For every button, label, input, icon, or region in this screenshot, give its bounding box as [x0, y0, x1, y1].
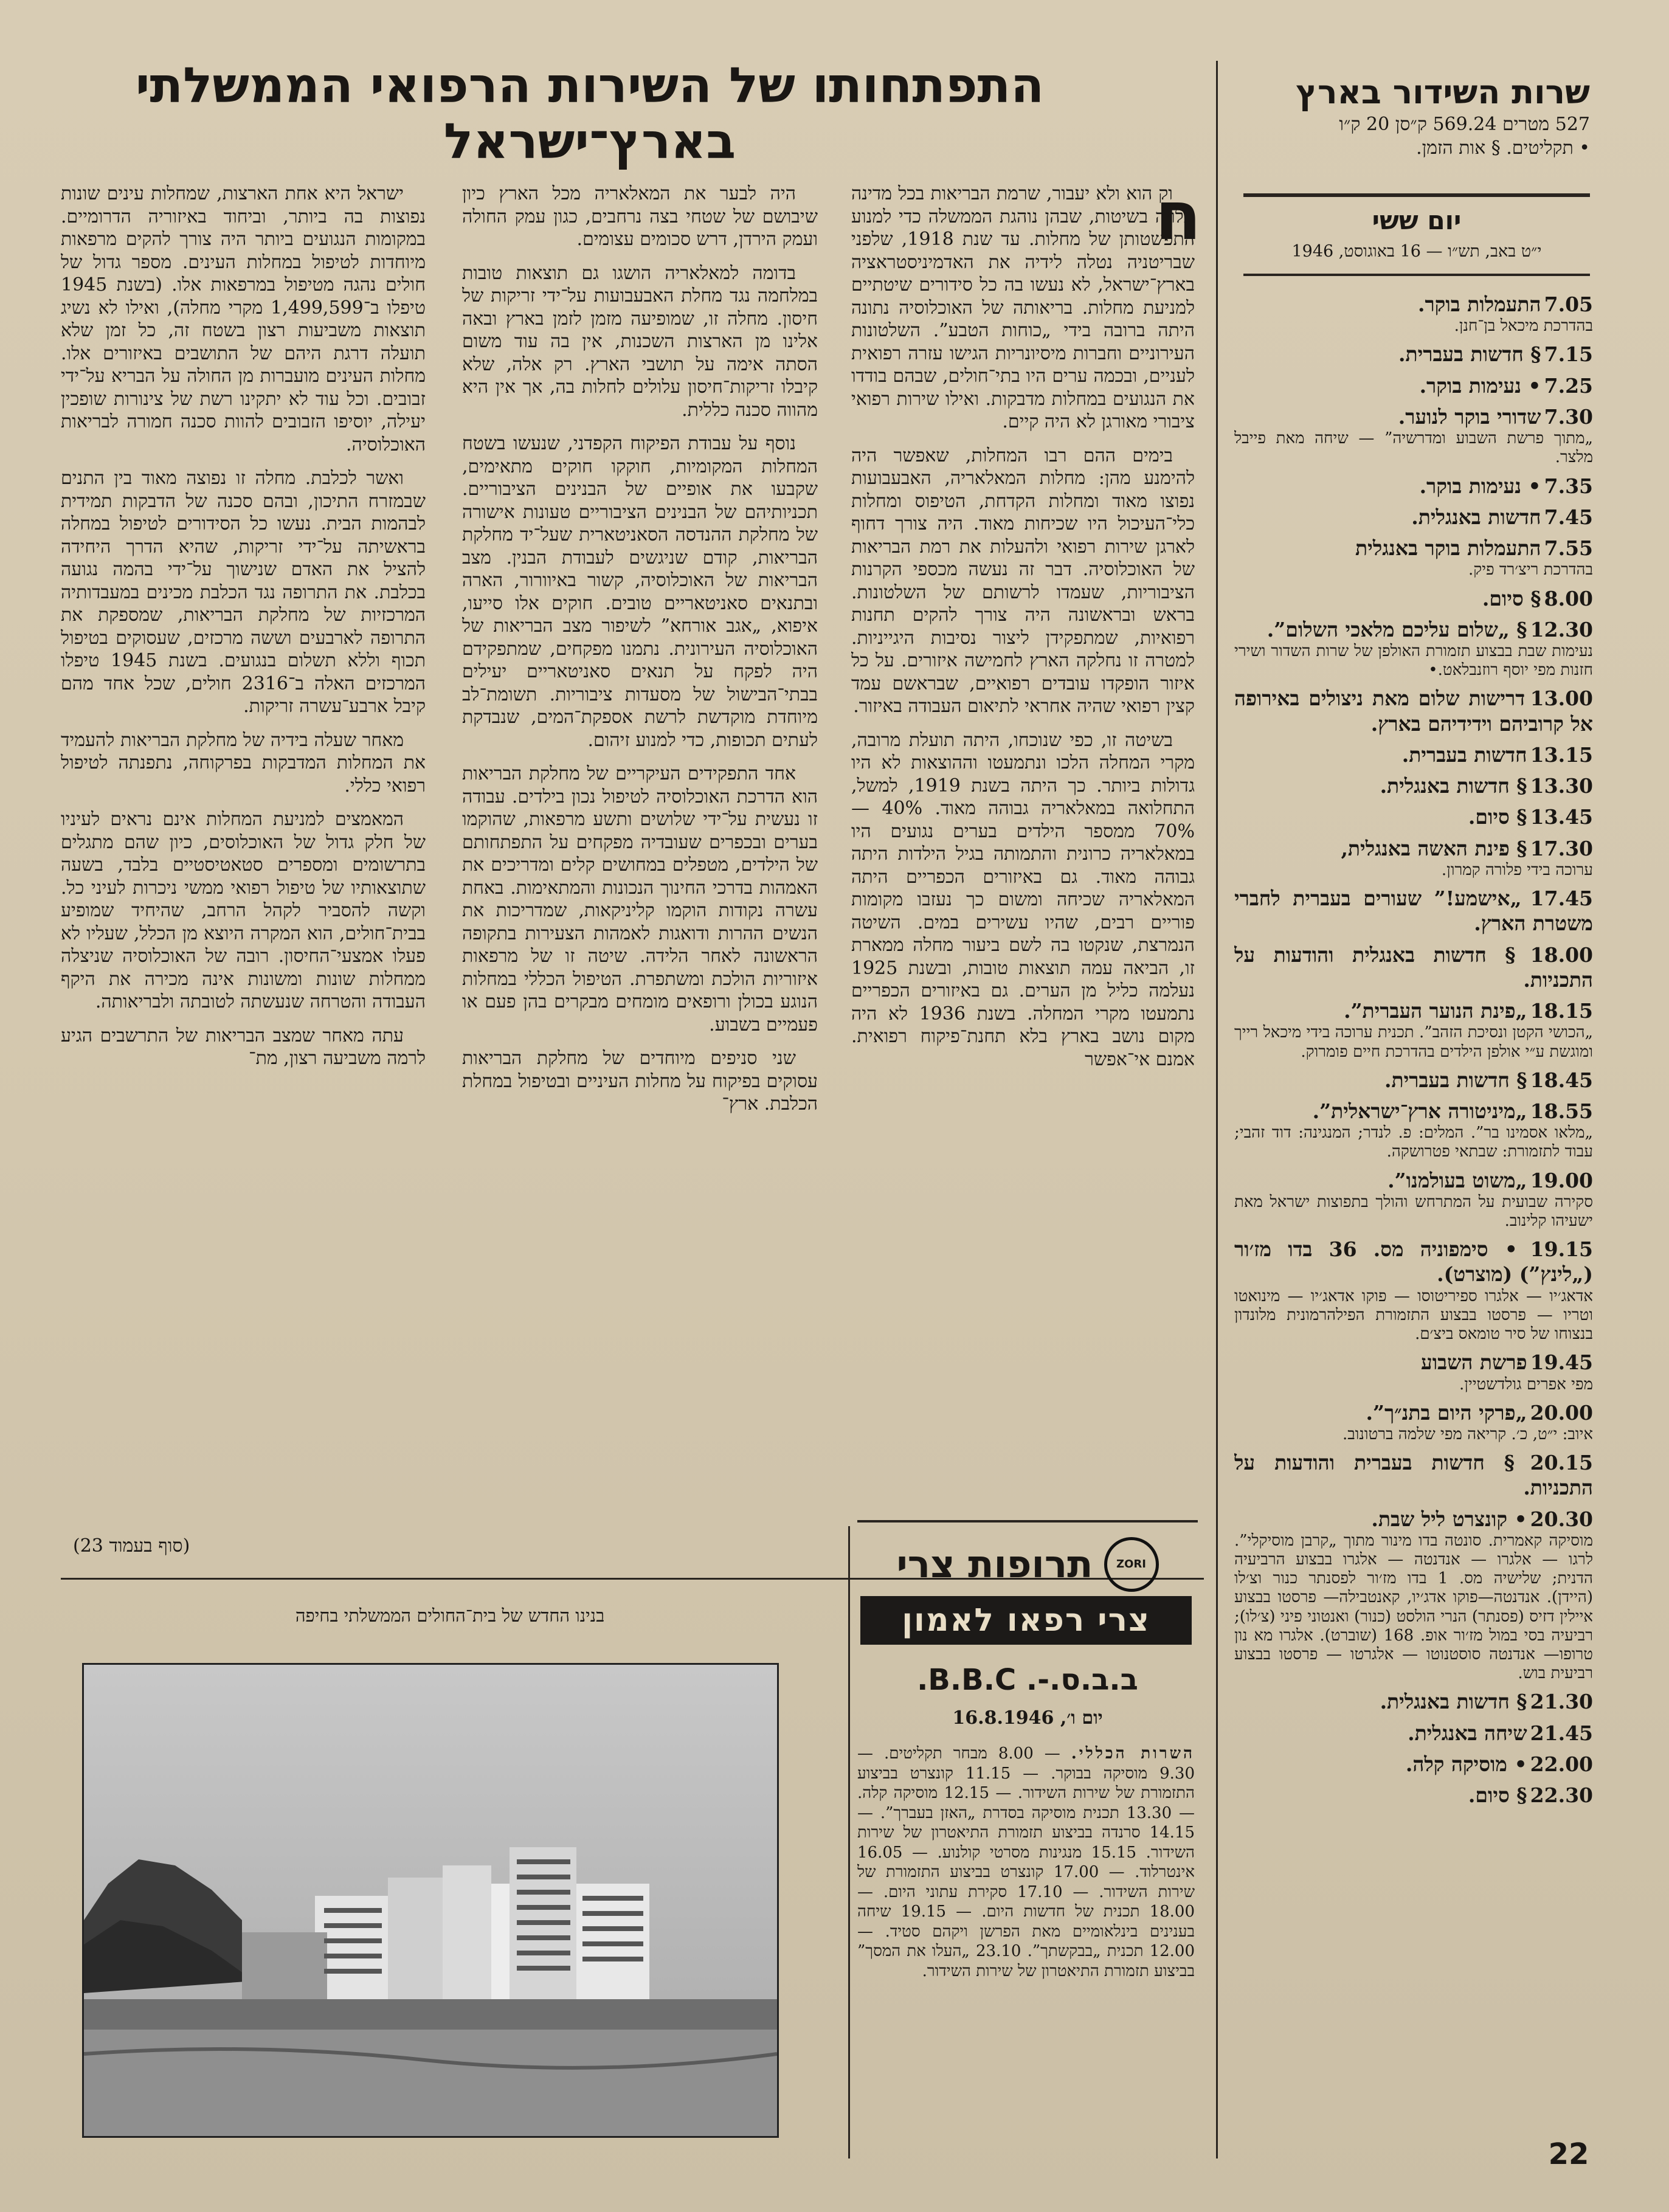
article-paragraph: ואשר לכלבת. מחלה זו נפוצה מאוד בין התנים שבמזרח התיכון, ובהם סכנה של הדבקות תמידית לבהמות הבית. נעשו כל הסידורים לטיפול במחלה בראשיתה על־ידי זריקות, שהיא הדרך היחידה להציל את האדם שנישוך על־ידי בהמה נגועה בכלבת. את התרופה נגד הכלבת מכינים במעבדותיה המרכזיות של מחלקת הבריאות, שמספקת את התרופה לארבעים וששה מרכזים, שעסוקים בטיפול תכוף וללא תשלום בנגועים. בשנת 1945 טיפלו המרכזים האלה ב־2316 חולים, שכל אחד מהם קיבל ארבע־עשרה זריקות.	[61, 468, 426, 717]
article-paragraph: בימים ההם רבו המחלות, שאפשר היה להימנע מהן: מחלות המאלאריה, האבעבועות נפוצו מאוד ומחלות הקדחת, הטיפוס ומחלות כלי־העיכול היו שכיחות מאוד. היה צורך דחוף לארגן שירות רפואי ולהעלות את רמת הבריאות של האוכלוסיה. דבר זה נעשה מכספי הקרנות הציבוריות, שעמדו לרשותם של השלטונות. בראש ובראשונה היה צורך להקים תחנות רפואיות, שמתפקידן ליצור נסיבות היגייניות. למטרה זו נחלקה הארץ לחמישה איזורים. על כל איזור הופקדו עובדים רפואיים, שבראשם עמד קצין רפואי שהיה אחראי לתיאום העבודה באיזור.	[851, 444, 1195, 717]
schedule-title: § סיום.	[1482, 586, 1541, 610]
schedule-entry	[1234, 1507, 1593, 1684]
schedule-time: 18.55	[1530, 1099, 1593, 1123]
schedule-description: בהדרכת מיכאל בן־חנן.	[1454, 317, 1593, 336]
schedule-entry	[1234, 686, 1593, 736]
article-paragraph: אחד התפקידים העיקריים של מחלקת הבריאות הוא הדרכת האוכלוסיה לטיפול נכון בילדים. עבודה זו נעשית על־ידי שלושים ותשע מרפאות, שהוקמו בערים ובכפרים שעובדיה מפקחים על התפתחותם של הילדים, מטפלים במחושים קלים ומדריכים את האמהות בדרכי החינוך הנכונות והמתאימות. באחת עשרה נקודות הוקמו קליניקאות, שמדריכות את הנשים ההרות ודואגות לאמהות הצעירות בתקופה הראשונה לאחר הלידה. שיטה זו של מרפאות איזוריות הולכת ומשתפרת. הטיפול הכללי במחלות הנוגע בכולן ורופאים מומחים מבקרים בהן פעם או פעמיים בשבוע.	[462, 763, 818, 1035]
schedule-time: 19.15	[1530, 1237, 1593, 1262]
schedule-title: שיחה באנגלית.	[1408, 1721, 1527, 1745]
schedule-title: • נעימות בוקר.	[1419, 474, 1541, 498]
schedule-title: § חדשות בעברית.	[1398, 342, 1541, 367]
schedule-entry	[1234, 836, 1593, 880]
schedule-entry	[1234, 1450, 1593, 1501]
schedule-entry	[1234, 1068, 1593, 1093]
schedule-description: אדאג׳יו — אלגרו ספיריטוסו — פוקו אדאג׳יו — מינואטו וטריו — פרסטו בבצוע התזמורת הפילהרמונית מלונדון בנצוחו של סיר טומאס ביצ׳ם.	[1234, 1287, 1593, 1344]
headline-line-2: בארץ־ישראל	[443, 113, 736, 170]
hospital-photo	[82, 1663, 779, 2138]
column-divider-bbc	[848, 1526, 850, 2158]
schedule-title: • נעימות בוקר.	[1419, 373, 1541, 398]
schedule-time: 7.25	[1544, 373, 1593, 398]
schedule-entry	[1234, 1400, 1593, 1444]
schedule-time: 19.45	[1530, 1350, 1593, 1375]
schedule-entry	[1234, 942, 1593, 993]
schedule-title: „משוט בעולמנו”.	[1387, 1168, 1527, 1192]
schedule-title: התעמלות בוקר באנגלית	[1355, 536, 1541, 561]
schedule-title: § חדשות בעברית.	[1384, 1068, 1527, 1092]
schedule-time: 13.00	[1530, 686, 1593, 711]
schedule-entry	[1234, 474, 1593, 499]
schedule-description: איוב: י״ט, כ׳. קריאה מפי שלמה ברטונוב.	[1342, 1425, 1593, 1443]
article-column-1	[851, 182, 1195, 1520]
bbc-title: ב.ב.ס.-. B.B.C.	[917, 1663, 1138, 1697]
page-number: 22	[1548, 2137, 1589, 2171]
radio-schedule	[1234, 292, 1593, 2092]
schedule-time: 7.05	[1544, 292, 1593, 316]
radio-day: יום ששי	[1372, 206, 1462, 235]
schedule-title: חדשות בעברית.	[1401, 742, 1527, 767]
article-paragraph: היה לבער את המאלאריה מכל הארץ כיון שיבושם של שטחי בצה נרחבים, כגון עמק החולה ועמק הירדן, דרש סכומים עצומים.	[462, 183, 818, 250]
article-column-3	[61, 182, 426, 1550]
article-paragraph: בדומה למאלאריה הושגו גם תוצאות טובות במלחמה נגד מחלת האבעבועות על־ידי זריקות של חיסון. מחלה זו, שמופיעה מזמן לזמן בארץ ובאה אלינו מן הארצות השכנות, אין בה עוד משום הסתה אימה על תושבי הארץ. רק אלה, שלא קיבלו זריקות־חיסון עלולים לחלות בה, אך אין היא מהווה סכנה כללית.	[462, 262, 818, 421]
article-headline	[73, 58, 1107, 170]
schedule-entry	[1234, 742, 1593, 767]
schedule-entry	[1234, 1689, 1593, 1714]
schedule-description: ערוכה בידי פלורה קמרון.	[1441, 860, 1593, 879]
schedule-time: 20.30	[1530, 1507, 1593, 1531]
schedule-title: • סימפוניה מס. 36 בדו מז׳ור („לינץ”) (מוצרט).	[1234, 1237, 1593, 1287]
radio-header	[1243, 73, 1590, 160]
schedule-title: § סיום.	[1468, 1783, 1527, 1808]
zori-ad-brand-row	[857, 1535, 1198, 1593]
bbc-day-date: יום ו׳, 16.8.1946	[952, 1707, 1103, 1729]
article-paragraph: וק הוא ולא יעבור, שרמת הבריאות בכל מדינה תלויה בשיטות, שבהן נוהגת הממשלה כדי למנוע התפשטותן של מחלות. עד שנת 1918, שלפני שבריטניה נטלה לידיה את האדמיניסטראציה בארץ־ישראל, לא נעשו בה כל סידורים שיטתיים למניעת מחלות. בריאותה של האוכלוסיה נתונה היתה ברובה בידי „כוחות הטבע”. השלטונות העירוניים וחברות מיסיונריות הגישו עזרה רפואית לעניים, ובכמה ערים היו בתי־חולים, שבהם בודדו את הנגועים במחלות מדבקות. ואילו שירות רפואי ציבורי מאורגן לא היה קיים.	[851, 183, 1195, 432]
schedule-time: 8.00	[1544, 586, 1593, 610]
schedule-title: • קונצרט ליל שבת.	[1371, 1507, 1527, 1531]
schedule-time: 13.45	[1530, 805, 1593, 829]
schedule-time: 7.35	[1544, 474, 1593, 498]
schedule-time: 22.30	[1530, 1783, 1593, 1808]
schedule-title: § חדשות באנגלית והודעות על התכניות.	[1234, 942, 1593, 992]
schedule-title: § סיום.	[1468, 805, 1527, 829]
article-column-2	[462, 182, 818, 1550]
zori-ad-brand: תרופות צרי	[896, 1542, 1093, 1586]
schedule-title: § חדשות בעברית והודעות על התכניות.	[1234, 1451, 1593, 1500]
article-paragraph: עתה מאחר שמצב הבריאות של התרשבים הגיע לרמה משביעה רצון, מת־	[61, 1025, 426, 1069]
schedule-title: שדורי בוקר לנוער.	[1398, 404, 1541, 429]
zori-logo-icon: ZORI	[1104, 1537, 1159, 1592]
schedule-time: 17.30	[1530, 836, 1593, 860]
zori-ad-slogan: צרי רפאו לאמון	[902, 1602, 1150, 1639]
schedule-time: 7.45	[1544, 505, 1593, 529]
schedule-entry	[1234, 1721, 1593, 1746]
schedule-entry	[1234, 804, 1593, 829]
schedule-time: 12.30	[1530, 617, 1593, 641]
schedule-time: 20.00	[1530, 1400, 1593, 1425]
schedule-title: § חדשות באנגלית.	[1380, 774, 1527, 798]
schedule-description: „הכושי הקטן ונסיכת הזהב”. תכנית ערוכה בידי מיכאל רייך ומוגשת ע״י אולפן הילדים בהדרכת חיים פומרוק.	[1234, 1023, 1593, 1061]
schedule-time: 19.00	[1530, 1168, 1593, 1192]
bbc-service: השרות הכללי.	[1071, 1744, 1195, 1763]
schedule-entry	[1234, 1783, 1593, 1808]
schedule-entry	[1234, 617, 1593, 680]
schedule-title: „פרקי היום בתנ״ך”.	[1366, 1400, 1527, 1425]
radio-frequency: 527 מטרים 569.24 ק״סן 20 ק״ו	[1339, 113, 1590, 135]
schedule-title: § פינת האשה באנגלית,	[1341, 836, 1527, 860]
photo-caption: בנינו החדש של בית־החולים הממשלתי בחיפה	[295, 1605, 605, 1626]
schedule-entry	[1234, 1752, 1593, 1777]
schedule-title: „פינת הנוער העברית”.	[1344, 999, 1527, 1023]
schedule-title: התעמלות בוקר.	[1417, 292, 1541, 316]
schedule-entry	[1234, 1350, 1593, 1394]
schedule-title: דרישות שלום מאת ניצולים באירופה אל קרוביהם וידידיהם בארץ.	[1234, 686, 1593, 736]
schedule-entry	[1234, 1168, 1593, 1231]
radio-legend: • תקליטים. § אות הזמן.	[1416, 137, 1590, 159]
schedule-time: 7.30	[1544, 404, 1593, 429]
hospital-building-image	[84, 1665, 777, 2136]
schedule-title: § „שלום עליכם מלאכי השלום”.	[1266, 617, 1527, 641]
schedule-entry	[1234, 1237, 1593, 1344]
schedule-entry	[1234, 342, 1593, 367]
schedule-title: חדשות באנגלית.	[1411, 505, 1541, 529]
schedule-entry	[1234, 773, 1593, 798]
schedule-time: 21.30	[1530, 1690, 1593, 1714]
zori-ad	[857, 1535, 1198, 1651]
radio-date-rule	[1243, 274, 1590, 276]
radio-title: שרות השידור בארץ	[1296, 73, 1590, 111]
column-divider-radio	[1216, 61, 1218, 2158]
schedule-time: 18.15	[1530, 999, 1593, 1023]
schedule-time: 18.00	[1530, 942, 1593, 967]
schedule-entry	[1234, 505, 1593, 530]
radio-header-rule	[1243, 193, 1590, 197]
schedule-entry	[1234, 404, 1593, 468]
schedule-description: מפי אפרים גולדשטיין.	[1459, 1375, 1593, 1394]
schedule-entry	[1234, 292, 1593, 336]
radio-date: י״ט באב, תש״ו — 16 באוגוסט, 1946	[1291, 242, 1542, 261]
schedule-description: בהדרכת ריצ׳רד פיק.	[1468, 561, 1593, 579]
schedule-description: נעימות שבת בבצוע תזמורת האולפן של שרות השדור ושירי חזנות מפי יוסף רוזנבלאט.•	[1234, 642, 1593, 680]
schedule-description: „מתוך פרשת השבוע ומדרשיה” — שיחה מאת פייבל מלצר.	[1234, 429, 1593, 467]
schedule-entry	[1234, 586, 1593, 611]
article-paragraph: שני סניפים מיוחדים של מחלקת הבריאות עסוקים בפיקוח על מחלות העיניים ובטיפול במחלת הכלבת. ארץ־	[462, 1048, 818, 1115]
schedule-time: 13.30	[1530, 774, 1593, 798]
article-paragraph: מאחר שעלה בידיה של מחלקת הבריאות להעמיד את המחלות המדבקות בפרקוחה, נתפנתה לטיפול רפואי כללי.	[61, 729, 426, 797]
schedule-description: סקירה שבועית על המתרחש והולך בתפוצות ישראל מאת ישעיהו קלינוב.	[1234, 1192, 1593, 1230]
schedule-time: 21.45	[1530, 1721, 1593, 1745]
schedule-time: 17.45	[1530, 887, 1593, 911]
schedule-entry	[1234, 998, 1593, 1062]
schedule-description: „מלאו אסמינו בר”. המלים: פ. לנדר; המנגינה: דוד זהבי; עבוד לתזמורת: שבתאי פטרושקה.	[1234, 1124, 1593, 1161]
drop-cap: ח	[1155, 177, 1201, 255]
zori-ad-slogan-bar	[860, 1596, 1192, 1645]
schedule-title: „מיניטורה ארץ־ישראלית”.	[1312, 1099, 1527, 1123]
bbc-schedule-text: — 8.00 מבחר תקליטים. — 9.30 מוסיקה בבוקר. — 11.15 קונצרט בביצוע התזמורת של שירות השידור. — 12.15 מוסיקה קלה. — 13.30 תכנית מוסיקה בסדרת „האזן בעברך”. — 14.15 סרנדה בביצוע תזמורת התיאטרון של שירות השידור. 15.15 מנגינות מסרטי קולנוע. — 16.05 אינטרלוד. — 17.00 קונצרט בביצוע התזמורת של שירות השידור. — 17.10 סקירת עתוני היום. — 18.00 תכנית של חדשות היום. — 19.15 שיחה בענינים בינלאומיים מאת הפרשן ויקהם סטיד. — 12.00 תכנית „בבקשתך”. 23.10 „העלו את המסך” בביצוע תזמורת התיאטרון של שירות השידור.	[857, 1744, 1195, 1980]
schedule-time: 18.45	[1530, 1068, 1593, 1092]
schedule-entry	[1234, 373, 1593, 398]
article-paragraph: ישראל היא אחת הארצות, שמחלות עינים שונות נפוצות בה ביותר, וביחוד באיזוריה הדרומיים. במקומות הנגועים ביותר היה צורך להקים מרפאות מיוחדות לטיפול במחלות העינים. מספר גדול של חולים נהגה מטיפול במרפאות אלו. (בשנת 1945 טיפלו ב־1,499,599 מקרי מחלה), ואילו לא נשיג תוצאות משביעות רצון בשטח זה, כל זמן שלא תועלה דרגת היהם של התושבים באיזורים אלו. מחלות העינים מועברות מן החולה על הבריא על־ידי זבובים. וכל עוד לא יתקינו רשת של צינורות שופכין יעילה, יוסיפו הזבובים להוות סכנה חמורה לבריאות האוכלוסיה.	[61, 183, 426, 455]
schedule-time: 20.15	[1530, 1451, 1593, 1475]
article-paragraph: נוסף על עבודת הפיקוח הקפדני, שנעשו בשטח המחלות המקומיות, חוקקו חוקים מתאימים, שקבעו את אופיים של הבנינים הציבוריים. תכניותיהם של הבנינים הציבוריים טעונות אישורה של מחלקת ההנדסה הסאניטארית שעל־יד מחלקת הבריאות, קודם שניגשים לעבודת הבנין. מצב הבריאות של האוכלוסיה, קשור באיוורור, הארה ובתנאים סאניטאריים טובים. חוקים אלו סייעו, איפוא, „אגב אורחא” לשיפור מצב הבריאות של האוכלוסיה העירונית. נתמנו מפקחים, שמתפקידם היה לפקח על תנאים סאניטאריים יעילים בבתי־הבישול של מסעדות ציבוריות. תשומת־לב מיוחדת מוקדשת לרשת אספקת־המים, שנבדקת לעתים תכופות, כדי למנוע זיהום.	[462, 433, 818, 751]
headline-line-1: התפתחותו של השירות הרפואי הממשלתי	[135, 57, 1045, 114]
schedule-entry	[1234, 886, 1593, 936]
article-paragraph: בשיטה זו, כפי שנוכחו, היתה תועלת מרובה, מקרי המחלה הלכו ונתמעטו וההוצאות לא היו גדולות ביותר. כך היתה בשנת 1919, למשל, התחלואה במאלאריה גבוהה מאוד. 40% — 70% ממספר הילדים בערים נגועים היו במאלאריה כרונית והתמותה בגיל הילדות היתה גבוהה מאוד. גם באיזורים הכפריים היתה המאלאריה שכיחה ומשום כך נעזבו מקומות פוריים רבים, שהיו עשירים במים. השיטה הנמרצת, שנקטו בה לשם ביעור מחלה ממארת זו, הביאה עמה תוצאות טובות, ובשנת 1925 נעלמה כליל מן הערים. גם באיזורים הכפריים נתמעטו מקרי המחלה. בשנת 1936 לא היה מקום נושב בארץ בלא תחנת־פיקוח רפואית. אמנם אי־אפשר	[851, 729, 1195, 1070]
bbc-schedule	[857, 1744, 1195, 2121]
schedule-title: § חדשות באנגלית.	[1380, 1690, 1527, 1714]
schedule-title: • מוסיקה קלה.	[1405, 1752, 1527, 1776]
ad-top-rule	[857, 1520, 1198, 1522]
schedule-entry	[1234, 1099, 1593, 1162]
schedule-title: „אישמע!” שעורים בעברית לחברי משטרת הארץ.	[1234, 887, 1593, 936]
schedule-time: 7.15	[1544, 342, 1593, 367]
schedule-time: 13.15	[1530, 742, 1593, 767]
schedule-title: פרשת השבוע	[1421, 1350, 1527, 1375]
schedule-time: 22.00	[1530, 1752, 1593, 1776]
continued-note: (סוף בעמוד 23)	[73, 1535, 190, 1557]
schedule-entry	[1234, 536, 1593, 579]
article-paragraph: המאמצים למניעת המחלות אינם נראים לעיניו של חלק גדול של האוכלוסים, כיון שהם מתגלים בתרשומים ומספרים סטאטיסטיים בלבד, בשעה שתוצאותיו של טיפול רפואי ממשי ניכרות לעיני כל. וקשה להסביר לקהל הרחב, שהיחיד שמופיע בבית־חולים, הוא המקרה היוצא מן הכלל, שעליו לא פעלו אמצעי־החיסון. רובה של האוכלוסיה שניצלה ממחלות שונות ומשונות אינה מכירה את היקף העבודה והטרחה שנעשתה לטובתה ולבריאותה.	[61, 809, 426, 1012]
schedule-description: מוסיקה קאמרית. סונטה בדו מינור מתוך „קרבן מוסיקלי”. לרגו — אלגרו — אנדנטה — אלגרו בבצוע הרביעיה הדנית; שלישיה מס. 1 בדו מז׳ור לפסנתר כנור וצ׳לו (היידן). אנדנטה—פוקו אדג׳יו, קאנטבילה— פרסטו בבצוע איילין דזיס (פסנתר) הנרי הולסט (כנור) ואנטוני פיני (צ׳לו); רביעיה בסי במול מז׳ור אופ. 168 (שוברט). אלגרו מא נון טרופו— אנדנטה סוסטנוטו — אלגרטו — פרסטו בבצוע רביעית בוש.	[1234, 1531, 1593, 1683]
schedule-time: 7.55	[1544, 536, 1593, 561]
